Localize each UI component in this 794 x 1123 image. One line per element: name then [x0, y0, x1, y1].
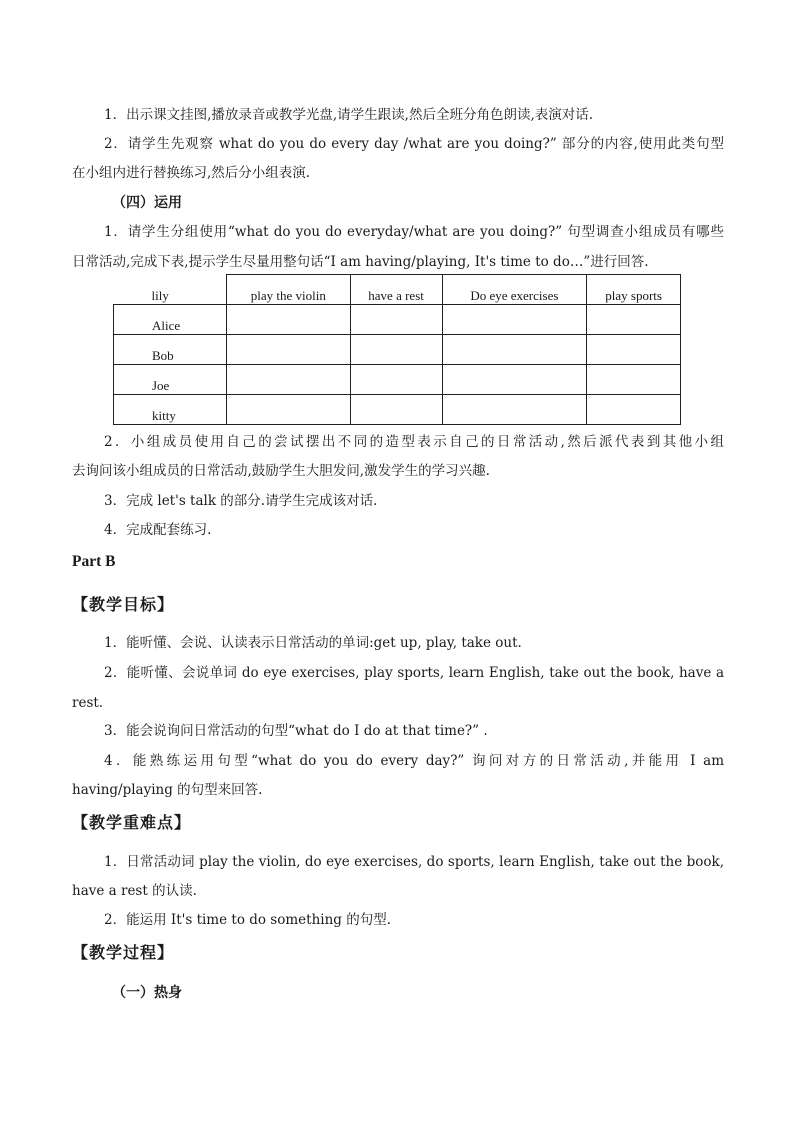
table-cell	[350, 365, 442, 395]
table-cell: Joe	[114, 365, 227, 395]
table-row	[114, 395, 681, 425]
keypoint-1-line2: have a rest 的认读.	[72, 883, 197, 899]
table-cell	[442, 335, 587, 365]
table-cell	[587, 305, 681, 335]
table-cell	[350, 335, 442, 365]
table-cell: play the violin	[227, 275, 351, 305]
table-cell: Bob	[114, 335, 227, 365]
keypoint-1-line1: 1．日常活动词 play the violin, do eye exercises, do sports, learn English, take out the book,	[104, 854, 724, 870]
table-cell	[227, 395, 351, 425]
subsection-apply-heading: （四）运用	[112, 195, 182, 211]
table-cell: play sports	[587, 275, 681, 305]
step-1-text: 1．出示课文挂图,播放录音或教学光盘,请学生跟读,然后全班分角色朗读,表演对话.	[104, 107, 594, 123]
table-cell	[350, 395, 442, 425]
table-row	[114, 365, 681, 395]
goal-1: 1．能听懂、会说、认读表示日常活动的单词:get up, play, take out.	[104, 635, 522, 651]
apply-step-4: 4．完成配套练习.	[104, 522, 212, 538]
apply-step-2-line1: 2．小组成员使用自己的尝试摆出不同的造型表示自己的日常活动,然后派代表到其他小组	[104, 434, 724, 450]
table-cell	[587, 365, 681, 395]
goal-4-line2: having/playing 的句型来回答.	[72, 782, 263, 798]
table-cell	[587, 335, 681, 365]
table-cell: lily	[114, 275, 227, 305]
keypoint-2: 2．能运用 It's time to do something 的句型.	[104, 912, 392, 928]
table-cell	[587, 395, 681, 425]
table-cell	[350, 305, 442, 335]
table-cell	[442, 365, 587, 395]
table-row	[114, 305, 681, 335]
goals-heading: 【教学目标】	[72, 595, 175, 614]
table-cell: have a rest	[350, 275, 442, 305]
goal-2-line1: 2．能听懂、会说单词 do eye exercises, play sports, learn English, take out the book, have a	[104, 665, 724, 681]
table-row	[114, 335, 681, 365]
table-header-row	[114, 275, 681, 305]
table-cell: Alice	[114, 305, 227, 335]
apply-step-2-line2: 去询问该小组成员的日常活动,鼓励学生大胆发问,激发学生的学习兴趣.	[72, 463, 490, 479]
table-cell: Do eye exercises	[442, 275, 587, 305]
survey-table	[113, 274, 681, 425]
goal-3: 3．能会说询问日常活动的句型“what do I do at that time?” .	[104, 723, 488, 739]
table-cell	[227, 365, 351, 395]
apply-step-1-line2: 日常活动,完成下表,提示学生尽量用整句话“I am having/playing, It's time to do…”进行回答.	[72, 254, 649, 270]
step-2-text-line2: 在小组内进行替换练习,然后分小组表演.	[72, 165, 311, 181]
process-heading: 【教学过程】	[72, 943, 175, 962]
apply-step-3: 3．完成 let's talk 的部分.请学生完成该对话.	[104, 493, 378, 509]
table-cell: kitty	[114, 395, 227, 425]
apply-step-1-line1: 1．请学生分组使用“what do you do everyday/what are you doing?” 句型调查小组成员有哪些	[104, 224, 724, 240]
part-b-title: Part B	[72, 553, 116, 570]
keypoints-heading: 【教学重难点】	[72, 813, 192, 832]
table-cell	[442, 305, 587, 335]
goal-4-line1: 4．能熟练运用句型“what do you do every day?” 询问对方的日常活动,并能用 I am	[104, 753, 724, 769]
table-cell	[227, 305, 351, 335]
step-2-text-line1: 2．请学生先观察 what do you do every day /what are you doing?” 部分的内容,使用此类句型	[104, 136, 724, 152]
table-cell	[442, 395, 587, 425]
warmup-heading: （一）热身	[112, 985, 182, 1001]
table-cell	[227, 335, 351, 365]
goal-2-line2: rest.	[72, 695, 104, 711]
